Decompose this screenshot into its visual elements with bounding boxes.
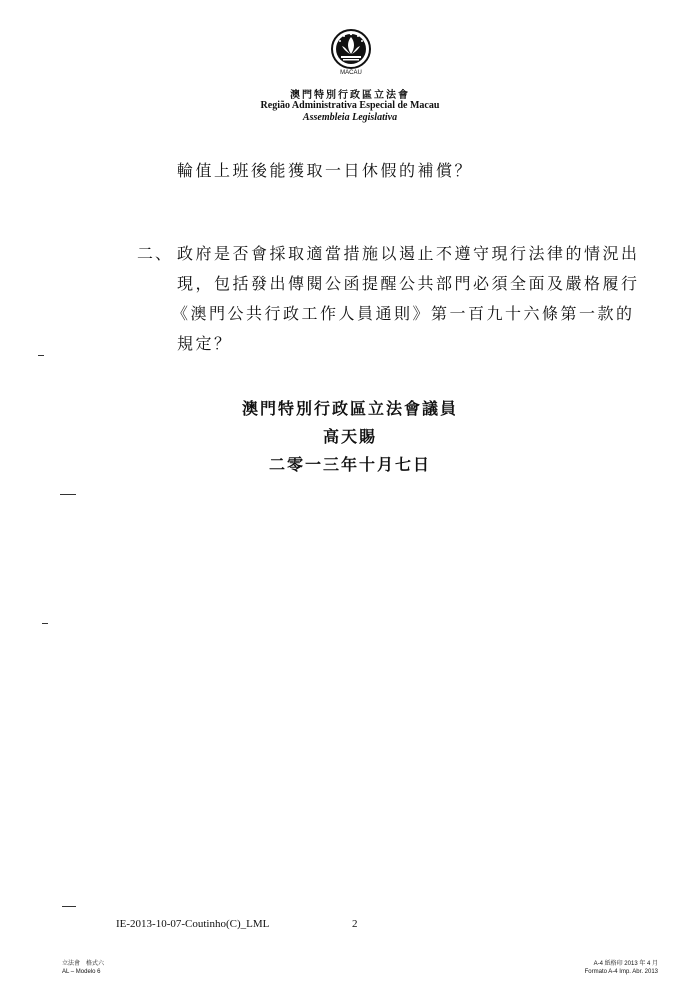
emblem-text: MACAU	[340, 70, 362, 76]
margin-mark	[42, 623, 48, 624]
page-number: 2	[352, 918, 358, 930]
signature-title: 澳門特別行政區立法會議員	[241, 399, 458, 418]
item-line: 規定？	[177, 334, 233, 353]
item-line: 《澳門公共行政工作人員通則》第一百九十六條第一款的	[172, 304, 635, 323]
margin-mark	[38, 355, 44, 356]
macau-emblem-icon	[330, 28, 372, 76]
header-assembly: Assembleia Legislativa	[302, 112, 398, 123]
header-org-portuguese: Região Administrativa Especial de Macau	[260, 100, 440, 111]
footer-form-left	[62, 960, 104, 976]
question-tail: 輪值上班後能獲取一日休假的補償？	[177, 161, 474, 180]
header-org-chinese: 澳門特別行政區立法會	[290, 90, 410, 101]
item-line: 現，包括發出傳閱公函提醒公共部門必須全面及嚴格履行	[177, 274, 640, 293]
footer-left-line2: AL – Modelo 6	[62, 969, 101, 975]
signature-date: 二零一三年十月七日	[268, 455, 431, 474]
margin-mark	[60, 494, 76, 495]
item-line: 政府是否會採取適當措施以遏止不遵守現行法律的情況出	[177, 244, 640, 263]
footer-left-line1: 立法會 格式六	[62, 961, 105, 967]
footer-right-line2: Formato A-4 Imp. Abr. 2013	[584, 969, 658, 975]
footer-right-line1: A-4 紙格印 2013 年 4 月	[593, 961, 658, 967]
footer-form-right	[548, 960, 658, 976]
item-number: 二、	[137, 244, 174, 263]
margin-mark	[62, 906, 76, 907]
footer-reference: IE-2013-10-07-Coutinho(C)_LML	[116, 918, 270, 930]
signature-name: 高天賜	[322, 427, 377, 446]
